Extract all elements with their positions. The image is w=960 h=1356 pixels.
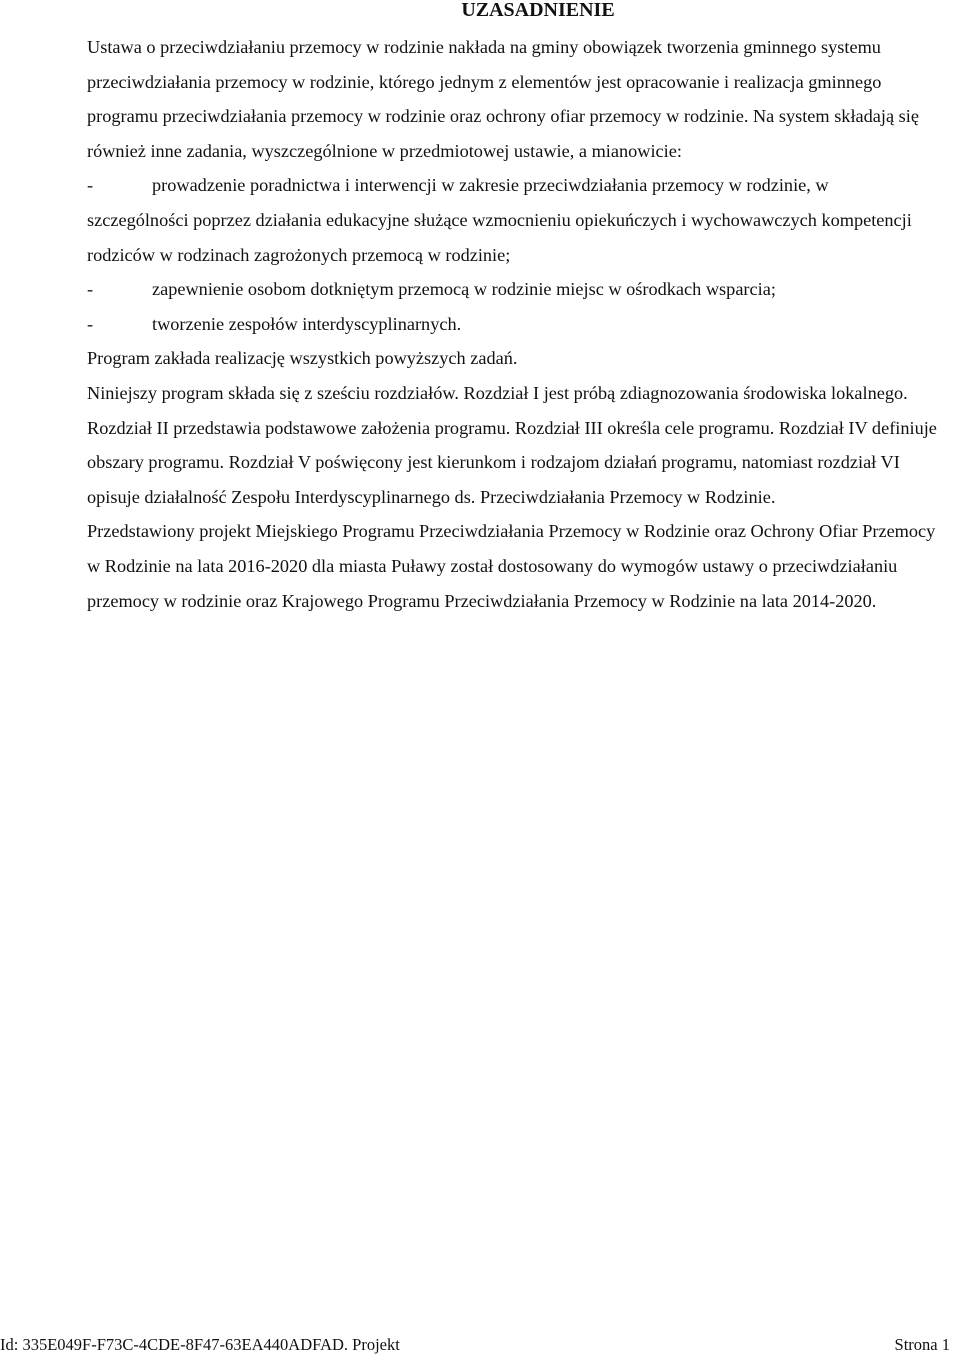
list-item-text: zapewnienie osobom dotkniętym przemocą w rodzinie miejsc w ośrodkach wsparcia;	[152, 279, 776, 300]
list-bullet: -	[87, 279, 94, 300]
list-item-continuation: szczególności poprzez działania edukacyjne służące wzmocnieniu opiekuńczych i wychowawczych kompetencji rodziców w rodzinach zagrożonych przemocą w rodzinie;	[87, 209, 912, 265]
document-id: Id: 335E049F-F73C-4CDE-8F47-63EA440ADFAD. Projekt	[0, 1335, 400, 1354]
intro-paragraph: Ustawa o przeciwdziałaniu przemocy w rodzinie nakłada na gminy obowiązek tworzenia gminnego systemu przeciwdziałania przemocy w rodzinie, którego jednym z elementów jest opracowanie i realizacja gminnego programu przeciwdziałania przemocy w rodzinie oraz ochrony ofiar przemocy w rodzinie. Na system składają się również inne zadania, wyszczególnione w przedmiotowej ustawie, a mianowicie:	[87, 37, 919, 161]
list-item	[87, 168, 937, 203]
project-paragraph: Przedstawiony projekt Miejskiego Programu Przeciwdziałania Przemocy w Rodzinie oraz Ochrony Ofiar Przemocy w Rodzinie na lata 2016-2020 dla miasta Puławy został dostosowany do wymogów ustawy o przeciwdziałaniu przemocy w rodzinie oraz Krajowego Programu Przeciwdziałania Przemocy w Rodzinie na lata 2014-2020.	[87, 521, 936, 611]
list-bullet: -	[87, 175, 94, 196]
list-item	[87, 307, 937, 342]
list-item-text: tworzenie zespołów interdyscyplinarnych.	[152, 313, 462, 334]
page-footer	[0, 1334, 960, 1356]
structure-paragraph: Niniejszy program składa się z sześciu rozdziałów. Rozdział I jest próbą zdiagnozowania środowiska lokalnego. Rozdział II przedstawia podstawowe założenia programu. Rozdział III określa cele programu. Rozdział IV definiuje obszary programu. Rozdział V poświęcony jest kierunkom i rodzajom działań programu, natomiast rozdział VI opisuje działalność Zespołu Interdyscyplinarnego ds. Przeciwdziałania Przemocy w Rodzinie.	[87, 382, 937, 507]
page-number: Strona 1	[894, 1335, 950, 1354]
list-item	[87, 272, 937, 307]
list-bullet: -	[87, 313, 94, 334]
list-item-text: prowadzenie poradnictwa i interwencji w zakresie przeciwdziałania przemocy w rodzinie, w	[152, 175, 829, 196]
program-paragraph: Program zakłada realizację wszystkich powyższych zadań.	[87, 348, 518, 369]
page-title: UZASADNIENIE	[461, 0, 615, 21]
document-body	[87, 30, 937, 618]
